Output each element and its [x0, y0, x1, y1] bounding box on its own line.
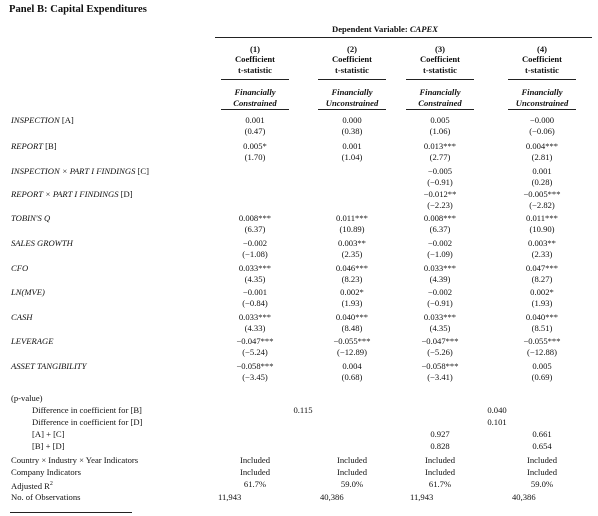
row-label — [11, 238, 73, 248]
column-number: (3) — [434, 44, 446, 54]
coefficient-cell: 0.040*** — [335, 312, 369, 322]
coefficient-cell: 0.033*** — [423, 312, 457, 322]
coefficient-cell: −0.005 — [427, 166, 453, 176]
column-rule — [508, 79, 576, 80]
t-statistic-cell: (−1.09) — [427, 249, 453, 259]
column-group-label: Financially — [331, 87, 373, 97]
footer-label: Adjusted $R^2$ — [11, 480, 53, 491]
coefficient-cell: 0.005 — [430, 115, 450, 125]
coefficient-cell: −0.002 — [427, 287, 453, 297]
footer-value-cell: 61.7% — [243, 479, 267, 489]
t-statistic-cell: (−1.08) — [242, 249, 268, 259]
variable-name: REPORT × PART I FINDINGS — [11, 189, 119, 199]
row-label — [11, 166, 149, 176]
t-statistic-cell: (−12.88) — [527, 347, 557, 357]
column-coef-label: Coefficient — [419, 54, 461, 64]
observations-cell: 40,386 — [320, 492, 344, 502]
t-statistic-cell: (−0.06) — [529, 126, 555, 136]
column-tstat-label: t-statistic — [423, 65, 457, 75]
column-coef-label: Coefficient — [234, 54, 276, 64]
coefficient-cell: 0.011*** — [526, 213, 558, 223]
column-number: (2) — [346, 44, 358, 54]
t-statistic-cell: (−0.84) — [242, 298, 268, 308]
coefficient-cell: 0.003** — [338, 238, 366, 248]
coefficient-cell: −0.002 — [242, 238, 268, 248]
t-statistic-cell: (8.48) — [341, 323, 363, 333]
t-statistic-cell: (2.35) — [341, 249, 363, 259]
column-number: (1) — [249, 44, 261, 54]
variable-name: TOBIN'S Q — [11, 213, 51, 223]
t-statistic-cell: (−5.24) — [242, 347, 268, 357]
footer-label: No. of Observations — [11, 492, 81, 502]
coefficient-cell: 0.005 — [532, 361, 552, 371]
t-statistic-cell: (−3.41) — [427, 372, 453, 382]
column-rule — [221, 109, 289, 110]
coefficient-cell: 0.001 — [245, 115, 265, 125]
coefficient-cell: 0.002* — [340, 287, 364, 297]
t-statistic-cell: (−0.91) — [427, 177, 453, 187]
column-rule — [318, 109, 386, 110]
t-statistic-cell: (−2.82) — [529, 200, 555, 210]
coefficient-cell: −0.005*** — [523, 189, 561, 199]
footer-value-cell: Included — [336, 467, 368, 477]
row-label — [11, 287, 45, 297]
row-label — [11, 312, 32, 322]
variable-tag: [B] — [42, 141, 57, 151]
variable-name: ASSET TANGIBILITY — [11, 361, 87, 371]
observations-cell: 11,943 — [218, 492, 242, 502]
coefficient-cell: 0.004 — [342, 361, 362, 371]
dependent-variable-header — [332, 24, 438, 34]
t-statistic-cell: (0.38) — [341, 126, 363, 136]
panel-title: Panel B: Capital Expenditures — [9, 4, 147, 15]
t-statistic-cell: (2.33) — [531, 249, 553, 259]
row-label — [11, 141, 57, 151]
t-statistic-cell: (0.69) — [531, 372, 553, 382]
coefficient-cell: 0.004*** — [525, 141, 559, 151]
superscript: 2 — [49, 481, 53, 487]
t-statistic-cell: (−12.89) — [337, 347, 367, 357]
coefficient-cell: 0.047*** — [525, 263, 559, 273]
footer-value-cell: Included — [336, 455, 368, 465]
variable-name: LN(MVE) — [11, 287, 45, 297]
t-statistic-cell: (4.33) — [244, 323, 266, 333]
coefficient-cell: 0.001 — [342, 141, 362, 151]
variable-name: CASH — [11, 312, 33, 322]
diff-b-value-12: 0.115 — [293, 405, 313, 415]
b-plus-d-col4: 0.654 — [532, 441, 552, 451]
coefficient-cell: −0.055*** — [523, 336, 561, 346]
coefficient-cell: 0.046*** — [335, 263, 369, 273]
coefficient-cell: 0.033*** — [238, 263, 272, 273]
t-statistic-cell: (2.81) — [531, 152, 553, 162]
footnote-rule — [10, 512, 132, 513]
t-statistic-cell: (1.93) — [341, 298, 363, 308]
a-plus-c-col4: 0.661 — [532, 429, 552, 439]
footer-value-cell: Included — [424, 467, 456, 477]
coefficient-cell: −0.002 — [427, 238, 453, 248]
footer-value-cell: 61.7% — [428, 479, 452, 489]
column-group-label: Financially — [419, 87, 461, 97]
t-statistic-cell: (1.93) — [531, 298, 553, 308]
column-group-label: Financially — [234, 87, 276, 97]
coefficient-cell: 0.000 — [342, 115, 362, 125]
pvalue-header: (p-value) — [11, 393, 43, 403]
column-group-label: Constrained — [233, 98, 277, 108]
footer-value-cell: Included — [526, 455, 558, 465]
variable-tag: [C] — [135, 166, 149, 176]
variable-name: INSPECTION × PART I FINDINGS — [11, 166, 136, 176]
footer-value-cell: 59.0% — [340, 479, 364, 489]
column-rule — [508, 109, 576, 110]
footer-value-cell: Included — [239, 455, 271, 465]
t-statistic-cell: (8.27) — [531, 274, 553, 284]
coefficient-cell: −0.047*** — [236, 336, 274, 346]
coefficient-cell: 0.001 — [532, 166, 552, 176]
coefficient-cell: 0.013*** — [423, 141, 457, 151]
variable-name: SALES GROWTH — [11, 238, 73, 248]
t-statistic-cell: (−5.26) — [427, 347, 453, 357]
column-group-label: Financially — [521, 87, 563, 97]
t-statistic-cell: (1.04) — [341, 152, 363, 162]
column-tstat-label: t-statistic — [238, 65, 272, 75]
t-statistic-cell: (10.90) — [529, 224, 555, 234]
t-statistic-cell: (−0.91) — [427, 298, 453, 308]
coefficient-cell: −0.055*** — [333, 336, 371, 346]
t-statistic-cell: (1.70) — [244, 152, 266, 162]
t-statistic-cell: (4.35) — [429, 323, 451, 333]
coefficient-cell: 0.002* — [530, 287, 554, 297]
row-label — [11, 336, 53, 346]
a-plus-c-label: [A] + [C] — [32, 429, 65, 439]
coefficient-cell: −0.047*** — [421, 336, 459, 346]
t-statistic-cell: (10.89) — [339, 224, 365, 234]
t-statistic-cell: (1.06) — [429, 126, 451, 136]
column-rule — [406, 109, 474, 110]
t-statistic-cell: (2.77) — [429, 152, 451, 162]
t-statistic-cell: (0.68) — [341, 372, 363, 382]
diff-b-value-34: 0.040 — [487, 405, 507, 415]
row-label — [11, 213, 50, 223]
column-rule — [406, 79, 474, 80]
coefficient-cell: −0.012** — [423, 189, 457, 199]
observations-cell: 11,943 — [410, 492, 434, 502]
row-label — [11, 189, 133, 199]
t-statistic-cell: (−3.45) — [242, 372, 268, 382]
column-coef-label: Coefficient — [331, 54, 373, 64]
footer-value-cell: Included — [424, 455, 456, 465]
t-statistic-cell: (0.28) — [531, 177, 553, 187]
variable-tag: [A] — [59, 115, 74, 125]
row-label — [11, 115, 74, 125]
coefficient-cell: 0.033*** — [238, 312, 272, 322]
column-group-label: Constrained — [418, 98, 462, 108]
t-statistic-cell: (6.37) — [429, 224, 451, 234]
t-statistic-cell: (−2.23) — [427, 200, 453, 210]
top-rule — [215, 37, 592, 38]
footer-label: Country × Industry × Year Indicators — [11, 455, 139, 465]
footer-value-cell: 59.0% — [530, 479, 554, 489]
t-statistic-cell: (4.35) — [244, 274, 266, 284]
row-label — [11, 263, 28, 273]
column-tstat-label: t-statistic — [525, 65, 559, 75]
coefficient-cell: −0.058*** — [236, 361, 274, 371]
variable-tag: [D] — [118, 189, 133, 199]
coefficient-cell: −0.001 — [242, 287, 268, 297]
column-rule — [221, 79, 289, 80]
column-coef-label: Coefficient — [521, 54, 563, 64]
coefficient-cell: 0.005* — [243, 141, 267, 151]
diff-b-label: Difference in coefficient for [B] — [32, 405, 142, 415]
column-group-label: Unconstrained — [325, 98, 379, 108]
coefficient-cell: 0.033*** — [423, 263, 457, 273]
column-tstat-label: t-statistic — [335, 65, 369, 75]
coefficient-cell: 0.008*** — [238, 213, 272, 223]
row-label — [11, 361, 86, 371]
variable-name: LEVERAGE — [11, 336, 54, 346]
variable-name: CFO — [11, 263, 29, 273]
coefficient-cell: 0.040*** — [525, 312, 559, 322]
coefficient-cell: 0.011*** — [336, 213, 368, 223]
t-statistic-cell: (6.37) — [244, 224, 266, 234]
dep-var-prefix: Dependent Variable: — [332, 24, 410, 34]
footer-label: Company Indicators — [11, 467, 81, 477]
t-statistic-cell: (4.39) — [429, 274, 451, 284]
footer-value-cell: Included — [239, 467, 271, 477]
coefficient-cell: −0.058*** — [421, 361, 459, 371]
b-plus-d-label: [B] + [D] — [32, 441, 65, 451]
diff-d-value-34: 0.101 — [487, 417, 507, 427]
t-statistic-cell: (0.47) — [244, 126, 266, 136]
footer-value-cell: Included — [526, 467, 558, 477]
coefficient-cell: 0.003** — [528, 238, 556, 248]
coefficient-cell: 0.008*** — [423, 213, 457, 223]
coefficient-cell: −0.000 — [529, 115, 555, 125]
b-plus-d-col3: 0.828 — [430, 441, 450, 451]
observations-cell: 40,386 — [512, 492, 536, 502]
t-statistic-cell: (8.23) — [341, 274, 363, 284]
dep-var-name: CAPEX — [409, 24, 439, 34]
column-group-label: Unconstrained — [515, 98, 569, 108]
a-plus-c-col3: 0.927 — [430, 429, 450, 439]
column-number: (4) — [536, 44, 548, 54]
diff-d-label: Difference in coefficient for [D] — [32, 417, 143, 427]
variable-name: REPORT — [11, 141, 43, 151]
t-statistic-cell: (8.51) — [531, 323, 553, 333]
variable-name: INSPECTION — [11, 115, 60, 125]
column-rule — [318, 79, 386, 80]
